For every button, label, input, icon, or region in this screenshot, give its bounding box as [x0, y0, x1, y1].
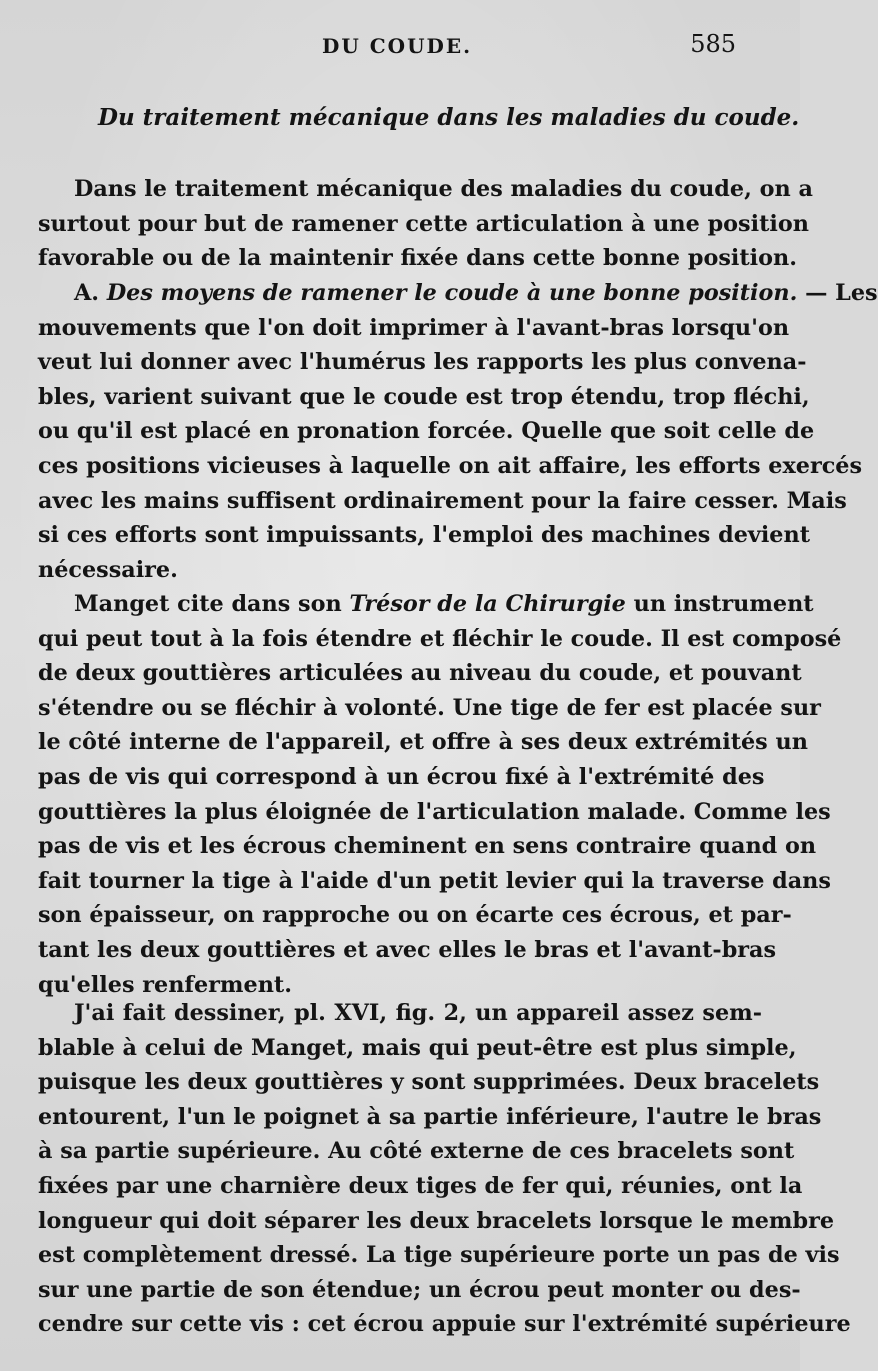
paragraph-2	[38, 276, 878, 587]
text-line: bles, varient suivant que le coude est trop étendu, trop fléchi,	[38, 383, 810, 410]
subheading-italic: Des moyens de ramener le coude à une bonne position.	[106, 280, 798, 306]
text-line: J'ai fait dessiner, pl. XVI, fig. 2, un appareil assez sem-	[74, 1000, 762, 1026]
text-line: cendre sur cette vis : cet écrou appuie sur l'extrémité supérieure	[38, 1311, 851, 1338]
section-heading: Du traitement mécanique dans les maladies du coude.	[98, 104, 800, 131]
text-line-lead	[38, 587, 814, 622]
text-line: fixées par une charnière deux tiges de fer qui, réunies, ont la	[38, 1172, 803, 1199]
lead-post: un instrument	[633, 591, 814, 617]
text-line: s'étendre ou se fléchir à volonté. Une tige de fer est placée sur	[38, 694, 821, 721]
text-line-lead	[38, 276, 878, 311]
text-line: pas de vis et les écrous cheminent en sens contraire quand on	[38, 833, 817, 860]
paragraph-label: A.	[74, 280, 100, 306]
paragraph-3	[38, 587, 842, 1002]
text-line: favorable ou de la maintenir fixée dans cette bonne position.	[38, 245, 797, 272]
text-line: ces positions vicieuses à laquelle on ait affaire, les efforts exercés	[38, 452, 863, 479]
text-line: surtout pour but de ramener cette articulation à une position	[38, 210, 809, 237]
text-line: avec les mains suffisent ordinairement pour la faire cesser. Mais	[38, 487, 847, 514]
text-line: nécessaire.	[38, 556, 178, 583]
text-line: sur une partie de son étendue; un écrou peut monter ou des-	[38, 1276, 801, 1303]
text-line: qu'elles renferment.	[38, 971, 292, 998]
text-line: longueur qui doit séparer les deux bracelets lorsque le membre	[38, 1207, 835, 1234]
lead-rest: — Les	[805, 280, 878, 306]
text-line: le côté interne de l'appareil, et offre à ses deux extrémités un	[38, 729, 808, 756]
text-line: son épaisseur, on rapproche ou on écarte ces écrous, et par-	[38, 902, 792, 929]
text-line: tant les deux gouttières et avec elles le bras et l'avant-bras	[38, 936, 777, 963]
running-title: DU COUDE.	[322, 34, 473, 58]
text-line: qui peut tout à la fois étendre et fléchir le coude. Il est composé	[38, 625, 842, 652]
text-line: à sa partie supérieure. Au côté externe de ces bracelets sont	[38, 1138, 795, 1165]
text-line: de deux gouttières articulées au niveau du coude, et pouvant	[38, 660, 802, 687]
text-line: Dans le traitement mécanique des maladies du coude, on a	[74, 176, 813, 202]
running-head	[0, 30, 800, 64]
text-line: mouvements que l'on doit imprimer à l'avant-bras lorsqu'on	[38, 314, 790, 341]
book-title-italic: Trésor de la Chirurgie	[349, 591, 626, 617]
page-number: 585	[690, 30, 736, 58]
paragraph-4	[38, 996, 851, 1342]
text-line: entourent, l'un le poignet à sa partie inférieure, l'autre le bras	[38, 1103, 822, 1130]
text-line: puisque les deux gouttières y sont supprimées. Deux bracelets	[38, 1069, 820, 1096]
text-line: veut lui donner avec l'humérus les rapports les plus convena-	[38, 349, 807, 376]
text-line: si ces efforts sont impuissants, l'emploi des machines devient	[38, 522, 810, 549]
text-line: est complètement dressé. La tige supérieure porte un pas de vis	[38, 1242, 840, 1269]
text-line: fait tourner la tige à l'aide d'un petit levier qui la traverse dans	[38, 867, 831, 894]
text-line: blable à celui de Manget, mais qui peut-être est plus simple,	[38, 1034, 797, 1061]
text-line: pas de vis qui correspond à un écrou fixé à l'extrémité des	[38, 763, 765, 790]
text-line: gouttières la plus éloignée de l'articulation malade. Comme les	[38, 798, 831, 825]
text-line: ou qu'il est placé en pronation forcée. Quelle que soit celle de	[38, 418, 815, 445]
lead-pre: Manget cite dans son	[74, 591, 342, 617]
paragraph-1	[38, 172, 813, 276]
